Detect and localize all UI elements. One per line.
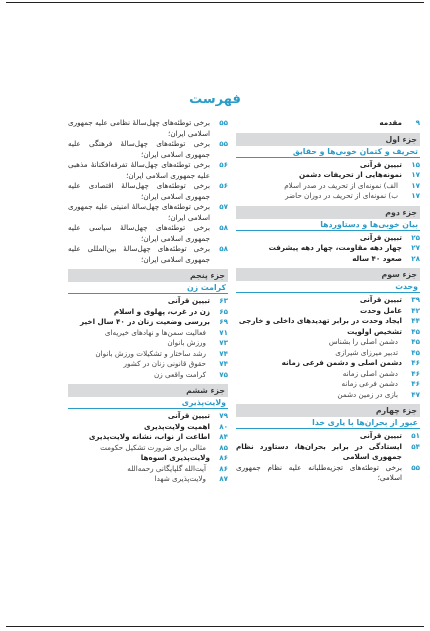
entry-title: تبیین قرآنی [167,411,210,420]
entry-title: بررسی وضعیت زنان در ۴۰ سال اخیر [79,317,210,326]
page-number: ۳۹ [411,295,420,304]
page-number: ۵۴ [411,441,420,451]
toc-entry[interactable] [68,338,228,349]
page-number: ۸۶ [219,453,228,462]
entry-title: مقدمه [379,118,402,127]
toc-entry[interactable] [68,370,228,381]
entry-title: حقوق قانونی زنان در کشور [123,359,206,368]
page-number: ۷۱ [219,327,228,337]
page-number: ۴۶ [411,358,420,367]
section-title: بیان خوبی‌ها و دستاوردها [236,219,420,231]
entry-title: ایجاد وحدت در برابر تهدیدهای داخلی و خارجی [238,316,402,325]
toc-entry[interactable] [68,307,228,318]
section-header [68,384,228,409]
toc-entry[interactable] [236,233,420,244]
page-number: ۵۵ [219,139,228,148]
section-title: تحریف و کتمان خوبی‌ها و حقایق [236,146,420,158]
entry-title: برخی توطئه‌های چهل‌سالهٔ سیاسی علیه جمهوری اسلامی ایران؛ [68,223,210,243]
entry-title: تشخیص اولویت [347,326,402,336]
page-number: ۴۲ [411,305,420,315]
entry-title: تبیین قرآنی [359,295,402,304]
page-number: ۱۷ [411,180,420,190]
entry-title: ورزش بانوان [167,338,206,347]
page-number: ۶۵ [219,306,228,316]
entry-title: برخی توطئه‌های چهل‌سالهٔ اقتصادی علیه جمهوری اسلامی ایران؛ [68,181,210,201]
page-number: ۴۶ [411,368,420,378]
page-number: ۹ [415,118,420,127]
page-number: ۸۵ [219,442,228,452]
entry-title: دشمن فرعی زمانه [341,379,398,388]
entry-title: فعالیت سمن‌ها و نهادهای خیریه‌ای [104,327,206,337]
entry-title: نمونه‌هایی از تحریفات دشمن [298,170,402,179]
section-part-label: جزء ششم [68,384,228,397]
toc-entry[interactable] [68,464,228,475]
toc-entry[interactable] [236,191,420,202]
entry-title: آیت‌الله گلپایگانی رحمه‌الله [127,463,206,473]
page-number: ۷۴ [219,359,228,368]
toc-entry[interactable] [68,160,228,181]
toc-entry[interactable] [236,337,420,348]
entry-title: برخی توطئه‌های چهل‌سالهٔ نظامی علیه جمهوری اسلامی ایران؛ [68,118,210,138]
entry-title: دشمن اصلی زمانه [342,368,398,378]
toc-entry[interactable] [236,118,420,129]
entry-title: صعود ۴۰ ساله [352,253,402,263]
section-header [236,404,420,429]
page-number: ۲۷ [411,243,420,252]
toc-entry[interactable] [68,453,228,464]
toc-entry[interactable] [236,243,420,254]
toc-entry[interactable] [68,432,228,443]
page-number: ۴۴ [411,316,420,325]
page-number: ۴۵ [411,347,420,357]
toc-entry[interactable] [236,431,420,442]
toc-entry[interactable] [68,474,228,485]
entry-title: تبیین قرآنی [167,296,210,305]
toc-entry[interactable] [68,296,228,307]
page-number: ۶۳ [219,296,228,305]
page-title: فهرست [189,92,241,107]
page-number: ۴۶ [411,379,420,388]
page-number: ۲۵ [411,232,420,242]
entry-title: رشد ساختار و تشکیلات ورزش بانوان [95,348,206,358]
toc-entry[interactable] [236,348,420,359]
page-number: ۸۷ [219,474,228,483]
toc-entry[interactable] [68,411,228,422]
entry-title: برخی توطئه‌های چهل‌سالهٔ فرهنگی علیه جمهوری اسلامی ایران؛ [68,139,210,159]
entry-title: زن در غرب، پهلوی و اسلام [113,306,210,316]
section-part-label: جزء چهارم [236,404,420,417]
page-number: ۷۳ [219,338,228,347]
entry-title: اطاعت از نواب، نشانه ولایت‌پذیری [88,432,210,441]
entry-title: تبیین قرآنی [359,431,402,440]
page-number: ۶۹ [219,317,228,326]
entry-title: برخی توطئه‌های چهل‌سالهٔ امنیتی علیه جمهوری اسلامی ایران؛ [68,202,210,222]
toc-left-column [68,118,228,485]
page-number: ۸۴ [219,432,228,441]
page-number: ۵۵ [219,118,228,127]
entry-title: ولایت‌پذیری اسوه‌ها [140,453,210,462]
toc-entry[interactable] [68,422,228,433]
toc-entry[interactable] [68,139,228,160]
entry-title: ولایت‌پذیری شهدا [154,474,206,483]
entry-title: تدبیر میرزای شیرازی [335,347,398,357]
section-title: کرامت زن [68,282,228,294]
entry-title: تبیین قرآنی [359,159,402,169]
toc-entry[interactable] [236,170,420,181]
toc-entry[interactable] [68,181,228,202]
toc-entry[interactable] [236,390,420,401]
page-number: ۱۵ [411,159,420,169]
section-title: عبور از بحران‌ها با یاری خدا [236,417,420,429]
toc-entry[interactable] [236,327,420,338]
section-part-label: جزء سوم [236,268,420,281]
toc-entry[interactable] [236,463,420,484]
entry-title: اهمیت ولایت‌پذیری [143,421,210,431]
entry-title: کرامت واقعی زن [154,369,206,379]
page-number: ۴۷ [411,389,420,399]
section-title: ولایت‌پذیری [68,397,228,409]
section-part-label: جزء پنجم [68,269,228,282]
entry-title: الف) نمونه‌ای از تحریف در صدر اسلام [284,180,398,190]
page-number: ۷۵ [219,369,228,379]
toc-entry[interactable] [236,254,420,265]
entry-title: برخی توطئه‌های چهل‌سالهٔ تفرقه‌افکنانهٔ مذهبی علیه جمهوری اسلامی ایران؛ [68,160,210,180]
page-number: ۵۶ [219,181,228,190]
entry-title: عامل وحدت [360,305,402,315]
toc-entry[interactable] [68,223,228,244]
toc-entry[interactable] [68,202,228,223]
page-number: ۷۴ [219,348,228,358]
bottom-divider [6,626,424,627]
toc-entry[interactable] [236,442,420,463]
section-header [236,133,420,158]
entry-title: تبیین قرآنی [359,232,402,242]
page-number: ۵۸ [219,244,228,253]
toc-entry[interactable] [68,118,228,139]
entry-title: بازی در زمین دشمن [337,389,398,399]
toc-entry[interactable] [236,181,420,192]
section-header [236,268,420,293]
page-number: ۵۶ [219,160,228,169]
page-number: ۵۱ [411,431,420,440]
toc-entry[interactable] [68,349,228,360]
toc-entry[interactable] [236,379,420,390]
toc-entry[interactable] [68,317,228,328]
page-number: ۵۵ [411,462,420,472]
entry-title: مثالی برای ضرورت تشکیل حکومت [100,442,206,452]
page-number: ۴۵ [411,337,420,346]
section-header [236,206,420,231]
entry-title: برخی توطئه‌های چهل‌سالهٔ بین‌المللی علیه جمهوری اسلامی ایران؛ [68,244,210,264]
entry-title: ایستادگی در برابر بحران‌ها، دستاورد نظام جمهوری اسلامی [236,441,402,461]
page-number: ۱۷ [411,170,420,179]
toc-entry[interactable] [68,359,228,370]
entry-title: برخی توطئه‌های تجزیه‌طلبانه علیه نظام جمهوری اسلامی؛ [236,462,402,482]
entry-title: ب) نمونه‌ای از تحریف در دوران حاضر [285,191,398,200]
page-number: ۷۹ [219,411,228,420]
toc-entry[interactable] [236,316,420,327]
entry-title: دشمن اصلی را بشناس [328,337,398,346]
section-part-label: جزء دوم [236,206,420,219]
page-number: ۲۸ [411,253,420,263]
toc-entry[interactable] [236,295,420,306]
toc-entry[interactable] [68,328,228,339]
entry-title: چهار دهه مقاومت، چهار دهه پیشرفت [268,243,402,252]
toc-entry[interactable] [68,244,228,265]
toc-entry[interactable] [236,160,420,171]
toc-entry[interactable] [68,443,228,454]
toc-entry[interactable] [236,358,420,369]
entry-title: دشمن اصلی و دشمن فرعی زمانه [281,358,402,367]
section-header [68,269,228,294]
toc-right-column [236,118,420,484]
page-number: ۱۷ [411,191,420,200]
page-number: ۴۵ [411,326,420,336]
page-number: ۸۶ [219,463,228,473]
section-title: وحدت [236,281,420,293]
toc-entry[interactable] [236,306,420,317]
section-part-label: جزء اول [236,133,420,146]
page-number: ۸۰ [219,421,228,431]
top-divider [6,2,424,3]
toc-entry[interactable] [236,369,420,380]
page-number: ۵۷ [219,202,228,211]
page-number: ۵۸ [219,223,228,232]
